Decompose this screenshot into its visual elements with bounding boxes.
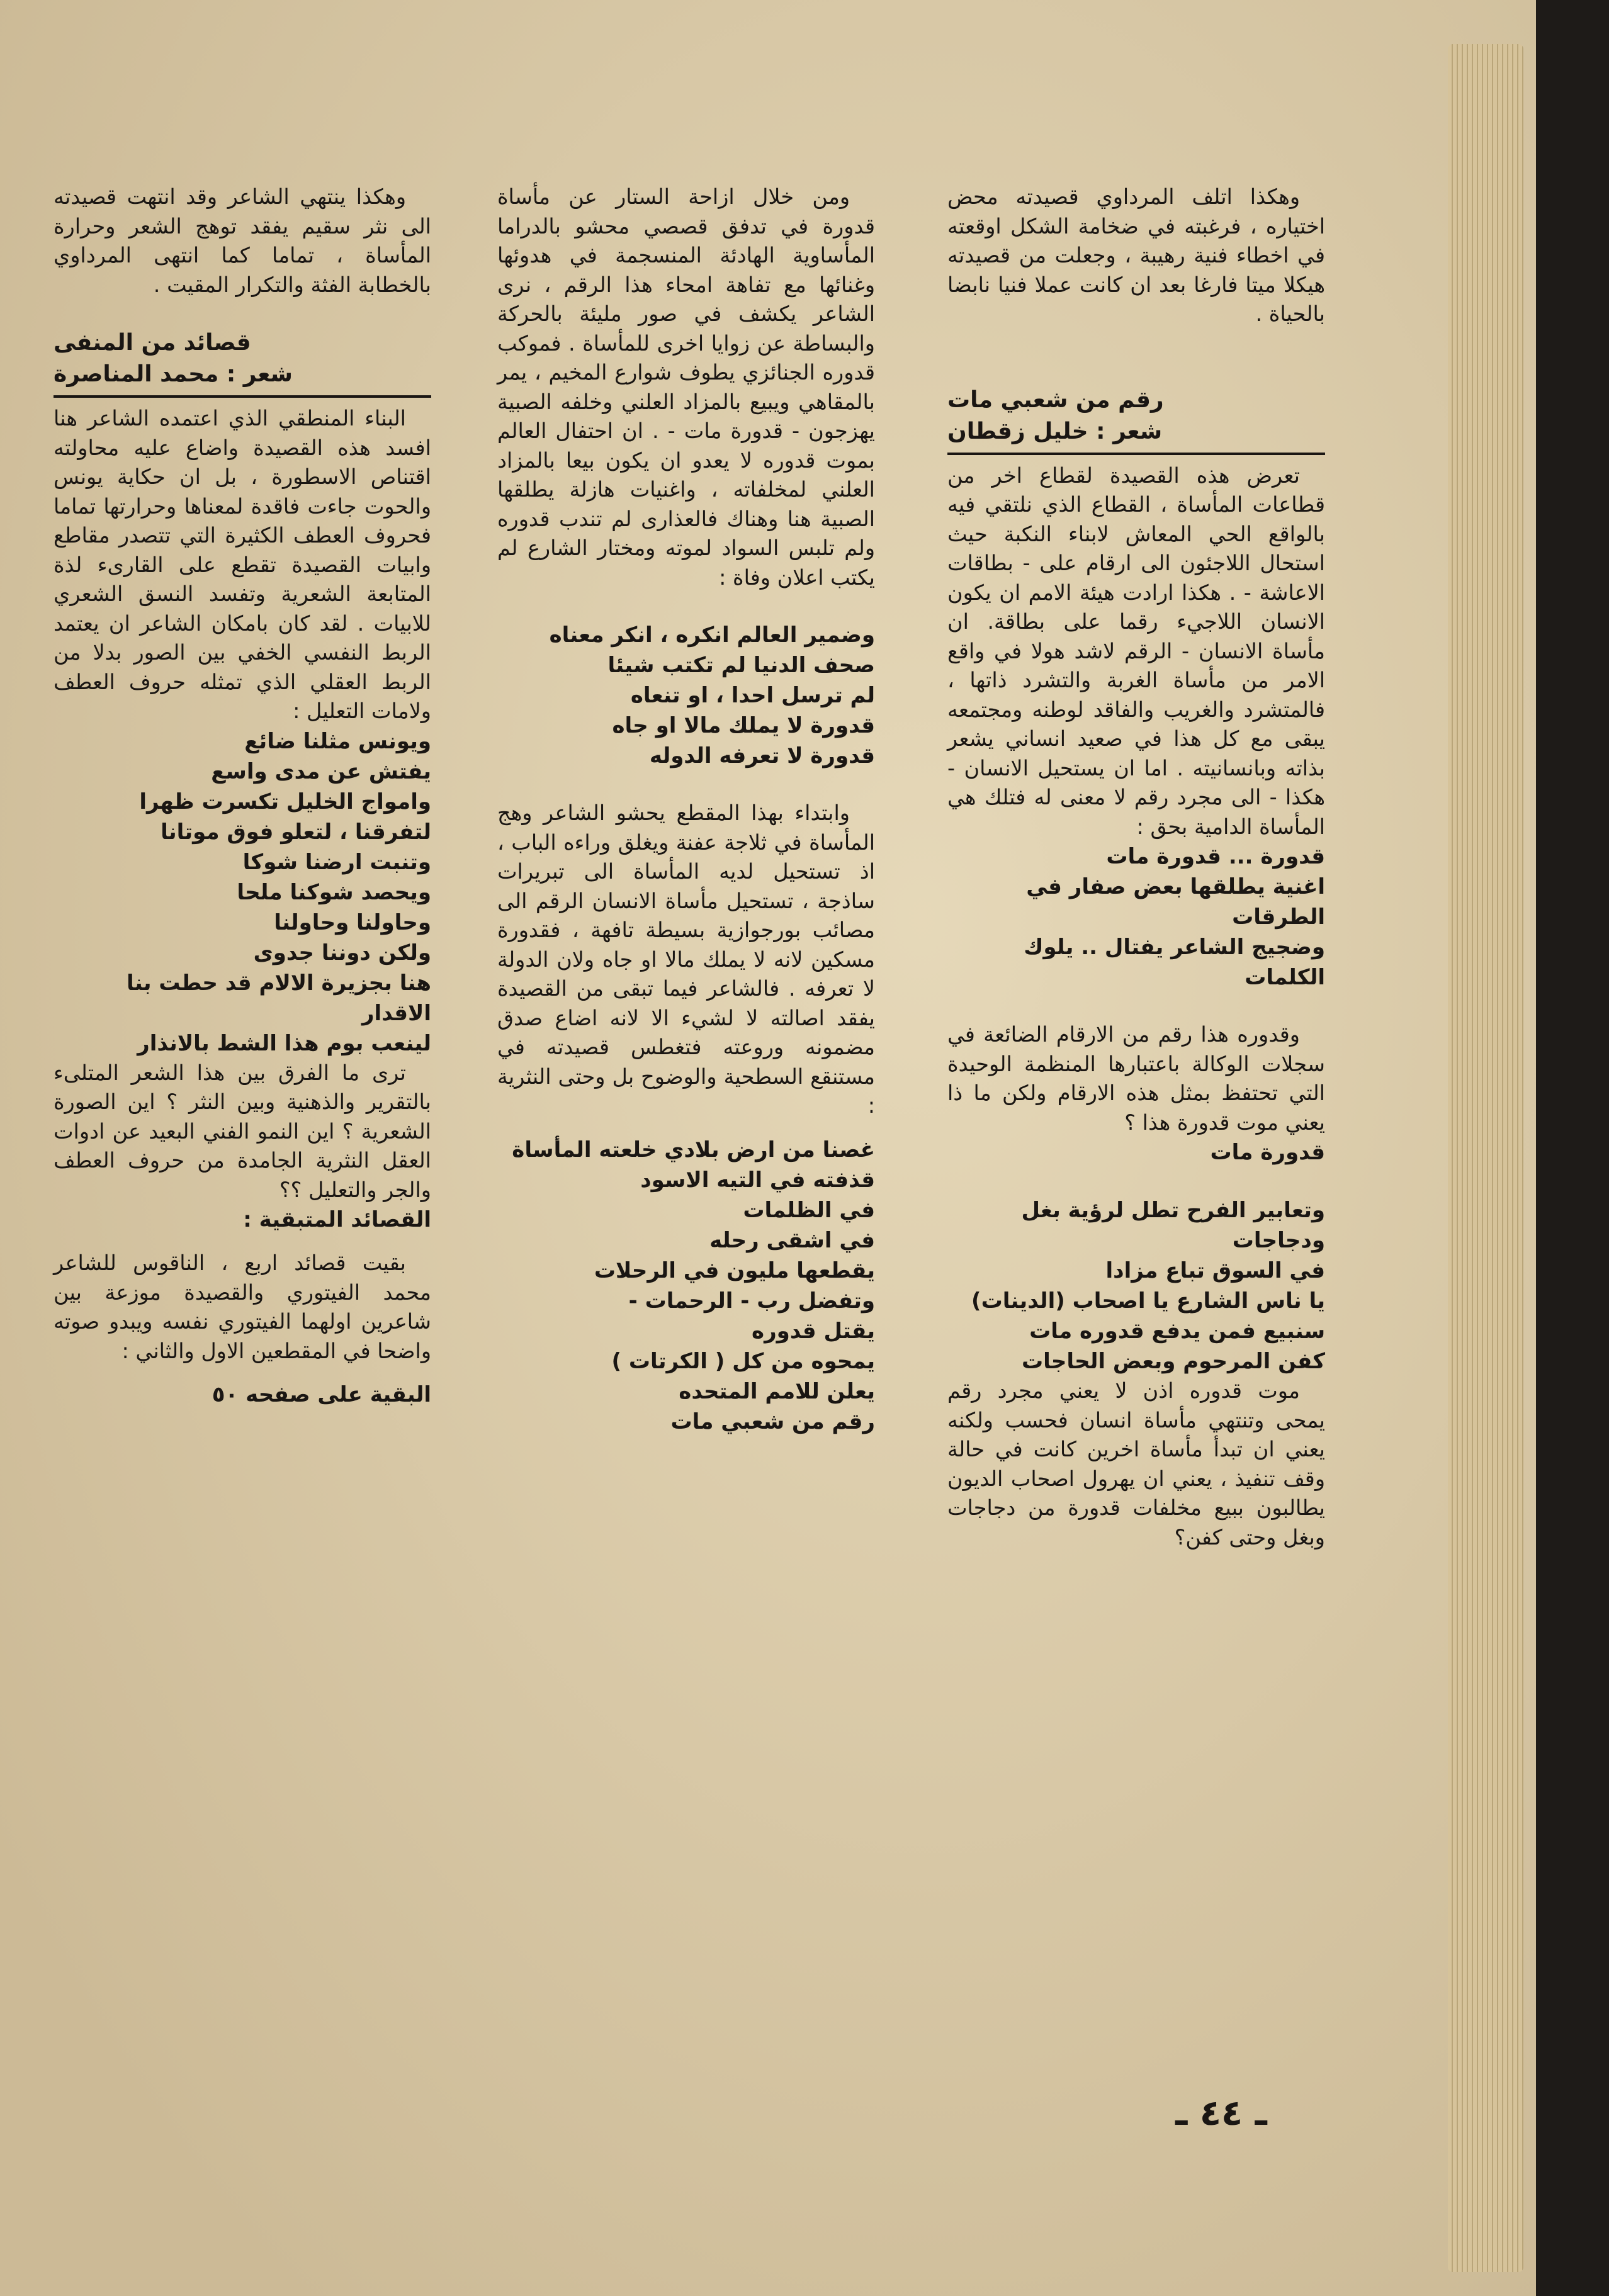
section-subheading: القصائد المتبقية : — [243, 1207, 431, 1232]
divider — [54, 395, 431, 398]
verse-line: قدورة لا تعرفه الدوله — [649, 743, 875, 768]
paragraph: وقدوره هذا رقم من الارقام الضائعة في سجلات الوكالة باعتبارها المنظمة الوحيدة التي تحتفظ بمثل هذه الارقام ولكن ما ذا يعني موت قدورة هذا ؟ — [947, 1022, 1325, 1135]
paragraph: ومن خلال ازاحة الستار عن مأساة قدورة في تدفق قصصي محشو بالدراما المأساوية الهادئة المنسجمة في هدوئها وغنائها مع تفاهة امحاء هذا الرقم ، نرى الشاعر يكشف في صور مليئة بالحركة والبساطة عن زوايا اخرى للمأساة . فموكب قدوره الجنائزي يطوف شوارع المخيم ، يمر بالمقاهي ويبيع بالمزاد العلني وخلفه الصبية يهزجون - قدورة مات - . ان احتفال العالم بموت قدوره لا يعدو ان يكون بيعا بالمزاد العلني لمخلفاته ، واغنيات هازلة يطلقها الصبية هنا وهناك فالعذارى لم تندب قدوره ولم تلبس السواد لموته ومختار الشارع لم يكتب اعلان وفاة : — [497, 184, 875, 590]
verse-line: قدورة ... قدورة مات — [1106, 844, 1325, 869]
paragraph: موت قدوره اذن لا يعني مجرد رقم يمحى وتنتهي مأساة انسان فحسب ولكنه يعني ان تبدأ مأساة اخرين كانت في حالة وقف تنفيذ ، يعني ان يهرول اصحاب الديون يطالبون ببيع مخلفات قدورة من دجاجات وبغل وحتى كفن؟ — [947, 1378, 1325, 1550]
paragraph: وهكذا اتلف المرداوي قصيدته محض اختياره ، فرغبته في ضخامة الشكل اوقعته في اخطاء فنية رهيبة ، وجعلت من قصيدته هيكلا ميتا فارغا بعد ان كانت عملا فنيا نابضا بالحياة . — [947, 184, 1325, 326]
verse-line: في السوق تباع مزادا — [1105, 1258, 1325, 1283]
paragraph: ترى ما الفرق بين هذا الشعر المتلىء بالتقرير والذهنية وبين النثر ؟ اين الصورة الشعرية ؟ اين النمو الفني البعيد عن ادوات العقل النثرية الجامدة من حروف العطف والجر والتعليل ؟؟ — [54, 1060, 431, 1202]
poem-title: رقم من شعبي مات — [947, 386, 1164, 413]
column-middle — [497, 183, 875, 1437]
verse-line: يمحوه من كل ( الكرتات ) — [611, 1348, 875, 1374]
divider — [947, 453, 1325, 455]
column-left — [54, 183, 431, 1410]
verse-line: وتعابير الفرح تطل لرؤية بغل ودجاجات — [1021, 1198, 1325, 1253]
verse-line: ولكن دوننا جدوى — [253, 940, 431, 965]
verse-line: صحف الدنيا لم تكتب شيئا — [607, 653, 875, 678]
verse-line: لتفرقنا ، لتعلو فوق موتانا — [161, 819, 431, 845]
verse-line: قذفته في التيه الاسود — [640, 1167, 875, 1193]
verse-line: وتفضل رب - الرحمات - — [628, 1288, 875, 1314]
verse-line: وحاولنا وحاولنا — [274, 909, 431, 935]
verse-line: وضجيج الشاعر يفتال .. يلوك الكلمات — [1024, 935, 1325, 990]
verse-line: وتنبت ارضنا شوكا — [242, 849, 431, 875]
verse-line: يعلن للامم المتحده — [679, 1378, 875, 1404]
poem-title: قصائد من المنفى — [54, 330, 251, 356]
continued-note: البقية على صفحه ٥٠ — [212, 1382, 431, 1407]
verse-line: يفتش عن مدى واسع — [211, 758, 431, 784]
paragraph: تعرض هذه القصيدة لقطاع اخر من قطاعات المأساة ، القطاع الذي نلتقي فيه بالواقع الحي المعاش لابناء النكبة حيث استحال اللاجئون الى ارقام على - بطاقات الاعاشة - . هكذا ارادت هيئة الامم ان يكون الانسان اللاجيء رقما على بطاقة. ان مأساة الانسان - الرقم لاشد هولا في واقع الامر من مأساة الغربة والتشرد ذاتها ، فالمتشرد والغريب والفاقد لوطنه ومجتمعه يبقى مع كل هذا في صعيد انساني يشعر بذاته وبانسانيته . اما ان يستحيل الانسان - هكذا - الى مجرد رقم لا معنى له فتلك هي المأساة الدامية بحق : — [947, 463, 1325, 839]
verse-line: يا ناس الشارع يا اصحاب (الدينات) — [971, 1288, 1325, 1314]
verse-line: يقطعها مليون في الرحلات — [594, 1258, 875, 1283]
poem-heading — [947, 385, 1325, 447]
verse-line: سنبيع فمن يدفع قدوره مات — [1029, 1319, 1325, 1344]
verse-line: لينعب بوم هذا الشط بالانذار — [137, 1030, 431, 1056]
poem-author: شعر : محمد المناصرة — [54, 361, 293, 387]
paragraph: البناء المنطقي الذي اعتمده الشاعر هنا افسد هذه القصيدة واضاع عليه محاولته اقتناص الاسطورة ، بل ان حكاية يونس والحوت جاءت فاقدة لمعناها وحرارتها تماما فحروف العطف الكثيرة التي تتصدر مقاطع وابيات القصيدة تقطع على القارىء لذة المتابعة الشعرية وتفسد النسق الشعري للابيات . لقد كان بامكان الشاعر ان يعتمد الربط النفسي الخفي بين الصور بدلا من الربط العقلي الذي تمثله حروف العطف ولامات التعليل : — [54, 406, 431, 723]
paragraph: وهكذا ينتهي الشاعر وقد انتهت قصيدته الى نثر سقيم يفقد توهج الشعر وحرارة المأساة ، تماما كما انتهى المرداوي بالخطابة الفثة والتكرار المقيت . — [54, 184, 431, 297]
verse-line: قدورة لا يملك مالا او جاه — [612, 713, 875, 738]
verse-line: في الظلمات — [743, 1197, 875, 1223]
column-right — [947, 183, 1325, 1552]
verse-line: لم ترسل احدا ، او تنعاه — [630, 683, 875, 708]
verse-line: في اشقى رحله — [709, 1227, 875, 1253]
verse-line: كفن المرحوم وبعض الحاجات — [1021, 1349, 1325, 1374]
paragraph: وابتداء بهذا المقطع يحشو الشاعر وهج المأساة في ثلاجة عفنة ويغلق وراءه الباب ، اذ تستحيل لديه المأساة الى تبريرات ساذجة ، تستحيل مأساة الانسان الرقم الى مصائب بورجوازية بسيطة تافهة ، فقدورة مسكين لانه لا يملك مالا او جاه ولان الدولة لا تعرفه . فالشاعر فيما تبقى من القصيدة يفقد اصالته لا لشيء الا لانه اضاع صدق مضمونه وروعته فتغطس قصيدته في مستنقع السطحية والوضوح بل وحتى النثرية : — [497, 801, 875, 1118]
verse-line: وامواج الخليل تكسرت ظهرا — [139, 789, 431, 814]
verse-line: هنا بجزيرة الالام قد حطت بنا الاقدار — [127, 970, 431, 1026]
verse-line: رقم من شعبي مات — [670, 1409, 875, 1434]
verse-line: ويونس مثلنا ضائع — [244, 728, 431, 754]
page-edges — [1448, 44, 1523, 2272]
page-number: ـ ٤٤ ـ — [1175, 2093, 1267, 2134]
poem-author: شعر : خليل زقطان — [947, 418, 1163, 444]
verse-line: وضمير العالم انكره ، انكر معناه — [549, 622, 875, 648]
poem-heading — [54, 327, 431, 390]
paragraph: بقيت قصائد اربع ، الناقوس للشاعر محمد الفيتوري والقصيدة موزعة بين شاعرين اولهما الفيتوري نفسه ويبدو صوته واضحا في المقطعين الاول والثاني : — [54, 1251, 431, 1363]
verse-line: اغنية يطلقها بعض صفار في الطرقات — [1026, 874, 1325, 930]
verse-line: ويحصد شوكنا ملحا — [237, 879, 431, 905]
verse-line: قدورة مات — [1210, 1140, 1325, 1165]
verse-line: غصنا من ارض بلادي خلعته المأساة — [512, 1137, 875, 1162]
verse-line: يقتل قدوره — [752, 1318, 875, 1344]
